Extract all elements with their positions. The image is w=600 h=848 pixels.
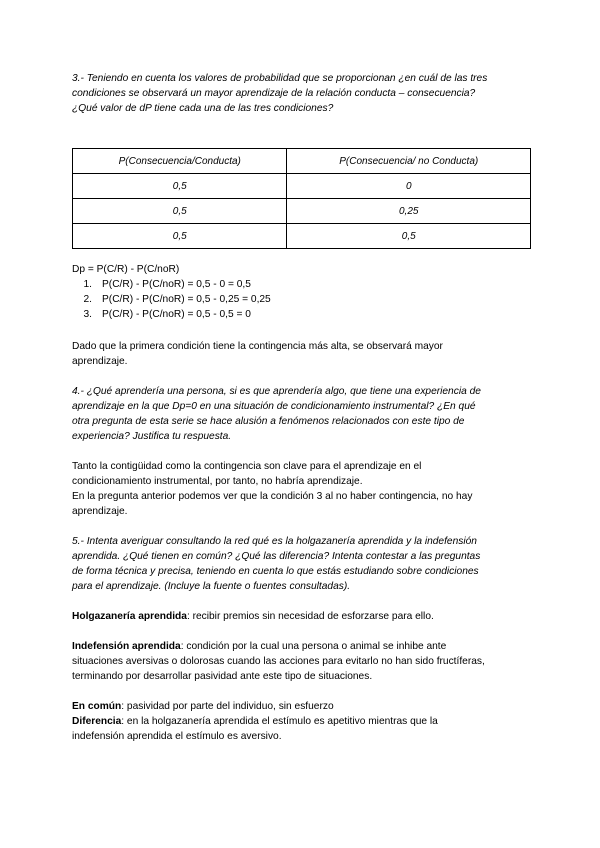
list-text: P(C/R) - P(C/noR) = 0,5 - 0 = 0,5 (102, 279, 251, 290)
question-4-line: experiencia? Justifica tu respuesta. (72, 431, 232, 442)
comparison-text: : pasividad por parte del individuo, sin esfuerzo (121, 701, 334, 712)
question-4-line: otra pregunta de esta serie se hace alusión a fenómenos relacionados con este tipo de (72, 416, 465, 427)
list-text: P(C/R) - P(C/noR) = 0,5 - 0,25 = 0,25 (102, 294, 271, 305)
question-5-line: para el aprendizaje. (Incluye la fuente o fuentes consultadas). (72, 581, 351, 592)
dp-formula: Dp = P(C/R) - P(C/noR) (72, 264, 180, 275)
question-5 (72, 534, 532, 594)
definition-text: terminando por desarrollar pasividad ante este tipo de situaciones. (72, 671, 373, 682)
table-cell: 0,5 (287, 224, 531, 249)
answer-4 (72, 459, 532, 519)
list-number: 3. (83, 309, 92, 320)
table-row (73, 199, 531, 224)
table-cell: 0 (287, 174, 531, 199)
term-diferencia: Diferencia (72, 716, 122, 727)
comparison-line (72, 699, 532, 714)
list-item (72, 277, 532, 292)
answer-3-line: aprendizaje. (72, 356, 128, 367)
question-5-line: de forma técnica y precisa, teniendo en cuenta lo que estás estudiando sobre condiciones (72, 566, 479, 577)
answer-4-line: aprendizaje. (72, 506, 128, 517)
table-cell: 0,5 (73, 174, 287, 199)
definition-line (72, 609, 532, 624)
list-number: 1. (83, 279, 92, 290)
question-3 (72, 71, 532, 116)
term-indefension: Indefensión aprendida (72, 641, 181, 652)
question-4-line: aprendizaje en la que Dp=0 en una situación de condicionamiento instrumental? ¿En qué (72, 401, 476, 412)
question-5-line: 5.- Intenta averiguar consultando la red qué es la holgazanería aprendida y la indefensión (72, 536, 477, 547)
term-holgazaneria: Holgazanería aprendida (72, 611, 187, 622)
table-header-cell: P(Consecuencia/Conducta) (73, 149, 287, 174)
question-3-line: condiciones se observará un mayor aprendizaje de la relación conducta – consecuencia? (72, 88, 476, 99)
list-item (72, 307, 532, 322)
definition-text: : condición por la cual una persona o animal se inhibe ante (180, 641, 447, 652)
comparison-line (72, 714, 532, 729)
table-row (73, 224, 531, 249)
dp-list (72, 277, 532, 322)
definition-text: situaciones aversivas o dolorosas cuando las acciones para evitarlo no han sido fructíferas, (72, 656, 485, 667)
comparison (72, 699, 532, 744)
answer-3 (72, 339, 532, 369)
answer-3-line: Dado que la primera condición tiene la contingencia más alta, se observará mayor (72, 341, 443, 352)
list-number: 2. (83, 294, 92, 305)
term-en-comun: En común (72, 701, 122, 712)
definition-line (72, 639, 532, 654)
comparison-text: : en la holgazanería aprendida el estímulo es apetitivo mientras que la (121, 716, 438, 727)
question-4 (72, 384, 532, 444)
answer-4-line: En la pregunta anterior podemos ver que la condición 3 al no haber contingencia, no hay (72, 491, 473, 502)
table-cell: 0,5 (73, 199, 287, 224)
comparison-text: indefensión aprendida el estímulo es aversivo. (72, 731, 282, 742)
question-5-line: aprendida. ¿Qué tienen en común? ¿Qué las diferencia? Intenta contestar a las preguntas (72, 551, 481, 562)
probability-table (72, 148, 531, 249)
list-item (72, 292, 532, 307)
table-row (73, 174, 531, 199)
question-3-line: 3.- Teniendo en cuenta los valores de probabilidad que se proporcionan ¿en cuál de las tres (72, 73, 488, 84)
definition-indefension (72, 639, 532, 684)
question-3-line: ¿Qué valor de dP tiene cada una de las tres condiciones? (72, 103, 334, 114)
table-header-row (73, 149, 531, 174)
dp-calculation (72, 262, 532, 322)
answer-4-line: Tanto la contigüidad como la contingencia son clave para el aprendizaje en el (72, 461, 422, 472)
table-cell: 0,5 (73, 224, 287, 249)
definition-text: : recibir premios sin necesidad de esforzarse para ello. (186, 611, 434, 622)
table-header-cell: P(Consecuencia/ no Conducta) (287, 149, 531, 174)
list-text: P(C/R) - P(C/noR) = 0,5 - 0,5 = 0 (102, 309, 251, 320)
definition-holgazaneria (72, 609, 532, 624)
table-cell: 0,25 (287, 199, 531, 224)
answer-4-line: condicionamiento instrumental, por tanto, no habría aprendizaje. (72, 476, 363, 487)
question-4-line: 4.- ¿Qué aprendería una persona, si es que aprendería algo, que tiene una experiencia de (72, 386, 481, 397)
